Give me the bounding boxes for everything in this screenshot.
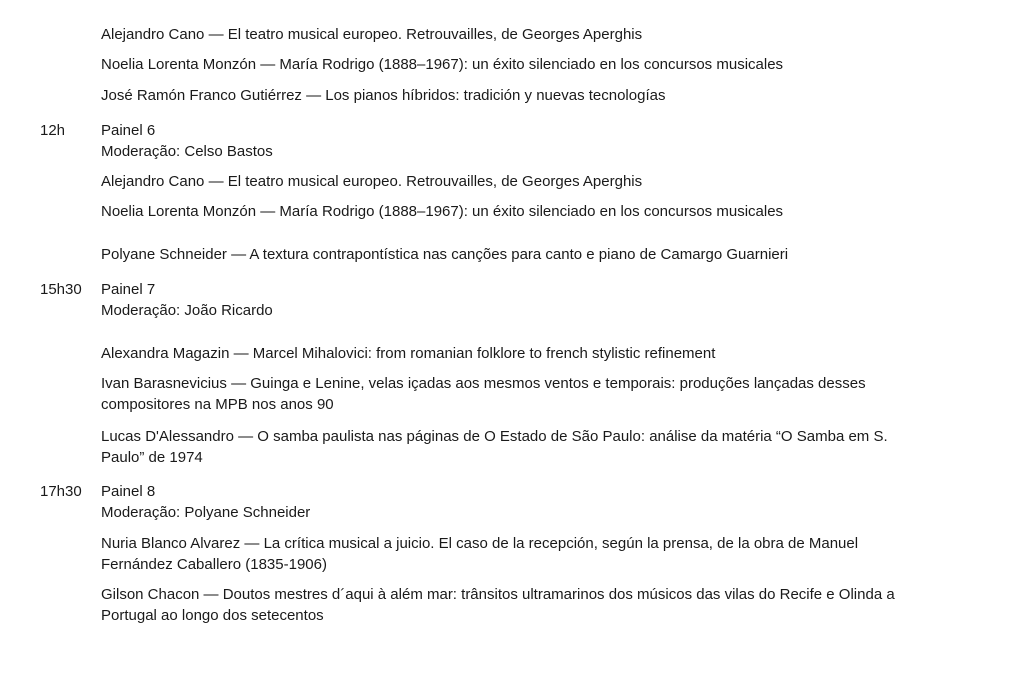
talk-entry: Nuria Blanco Alvarez — La crítica musical a juicio. El caso de la recepción, según la prensa, de la obra de Manuel Fernández Caballero (1835-1906)	[101, 535, 859, 573]
talk-entry: Ivan Barasnevicius — Guinga e Lenine, velas içadas aos mesmos ventos e temporais: produções lançadas desses compositores na MPB nos anos 90	[101, 375, 866, 413]
talk-entry: Noelia Lorenta Monzón — María Rodrigo (1888–1967): un éxito silenciado en los concursos musicales	[101, 56, 784, 73]
session-time: 15h30	[40, 281, 82, 298]
session-moderation: Moderação: Celso Bastos	[101, 143, 273, 160]
talk-entry: José Ramón Franco Gutiérrez — Los pianos híbridos: tradición y nuevas tecnologías	[101, 87, 666, 104]
session-title: Painel 6	[101, 122, 156, 139]
talk-entry: Alejandro Cano — El teatro musical europeo. Retrouvailles, de Georges Aperghis	[101, 173, 643, 190]
talk-entry: Alejandro Cano — El teatro musical europeo. Retrouvailles, de Georges Aperghis	[101, 26, 643, 43]
talk-entry: Polyane Schneider — A textura contrapontística nas canções para canto e piano de Camargo Guarnieri	[101, 246, 789, 263]
talk-entry: Alexandra Magazin — Marcel Mihalovici: from romanian folklore to french stylistic refinement	[101, 345, 716, 362]
session-title: Painel 7	[101, 281, 156, 298]
talk-entry: Lucas D'Alessandro — O samba paulista nas páginas de O Estado de São Paulo: análise da matéria “O Samba em S. Paulo” de 1974	[101, 428, 888, 466]
session-moderation: Moderação: João Ricardo	[101, 302, 273, 319]
session-time: 12h	[40, 122, 66, 139]
session-title: Painel 8	[101, 483, 156, 500]
talk-entry: Noelia Lorenta Monzón — María Rodrigo (1888–1967): un éxito silenciado en los concursos musicales	[101, 203, 784, 220]
talk-entry: Gilson Chacon — Doutos mestres d´aqui à além mar: trânsitos ultramarinos dos músicos das vilas do Recife e Olinda a Portugal ao longo dos setecentos	[101, 586, 895, 624]
session-time: 17h30	[40, 483, 82, 500]
session-moderation: Moderação: Polyane Schneider	[101, 504, 311, 521]
